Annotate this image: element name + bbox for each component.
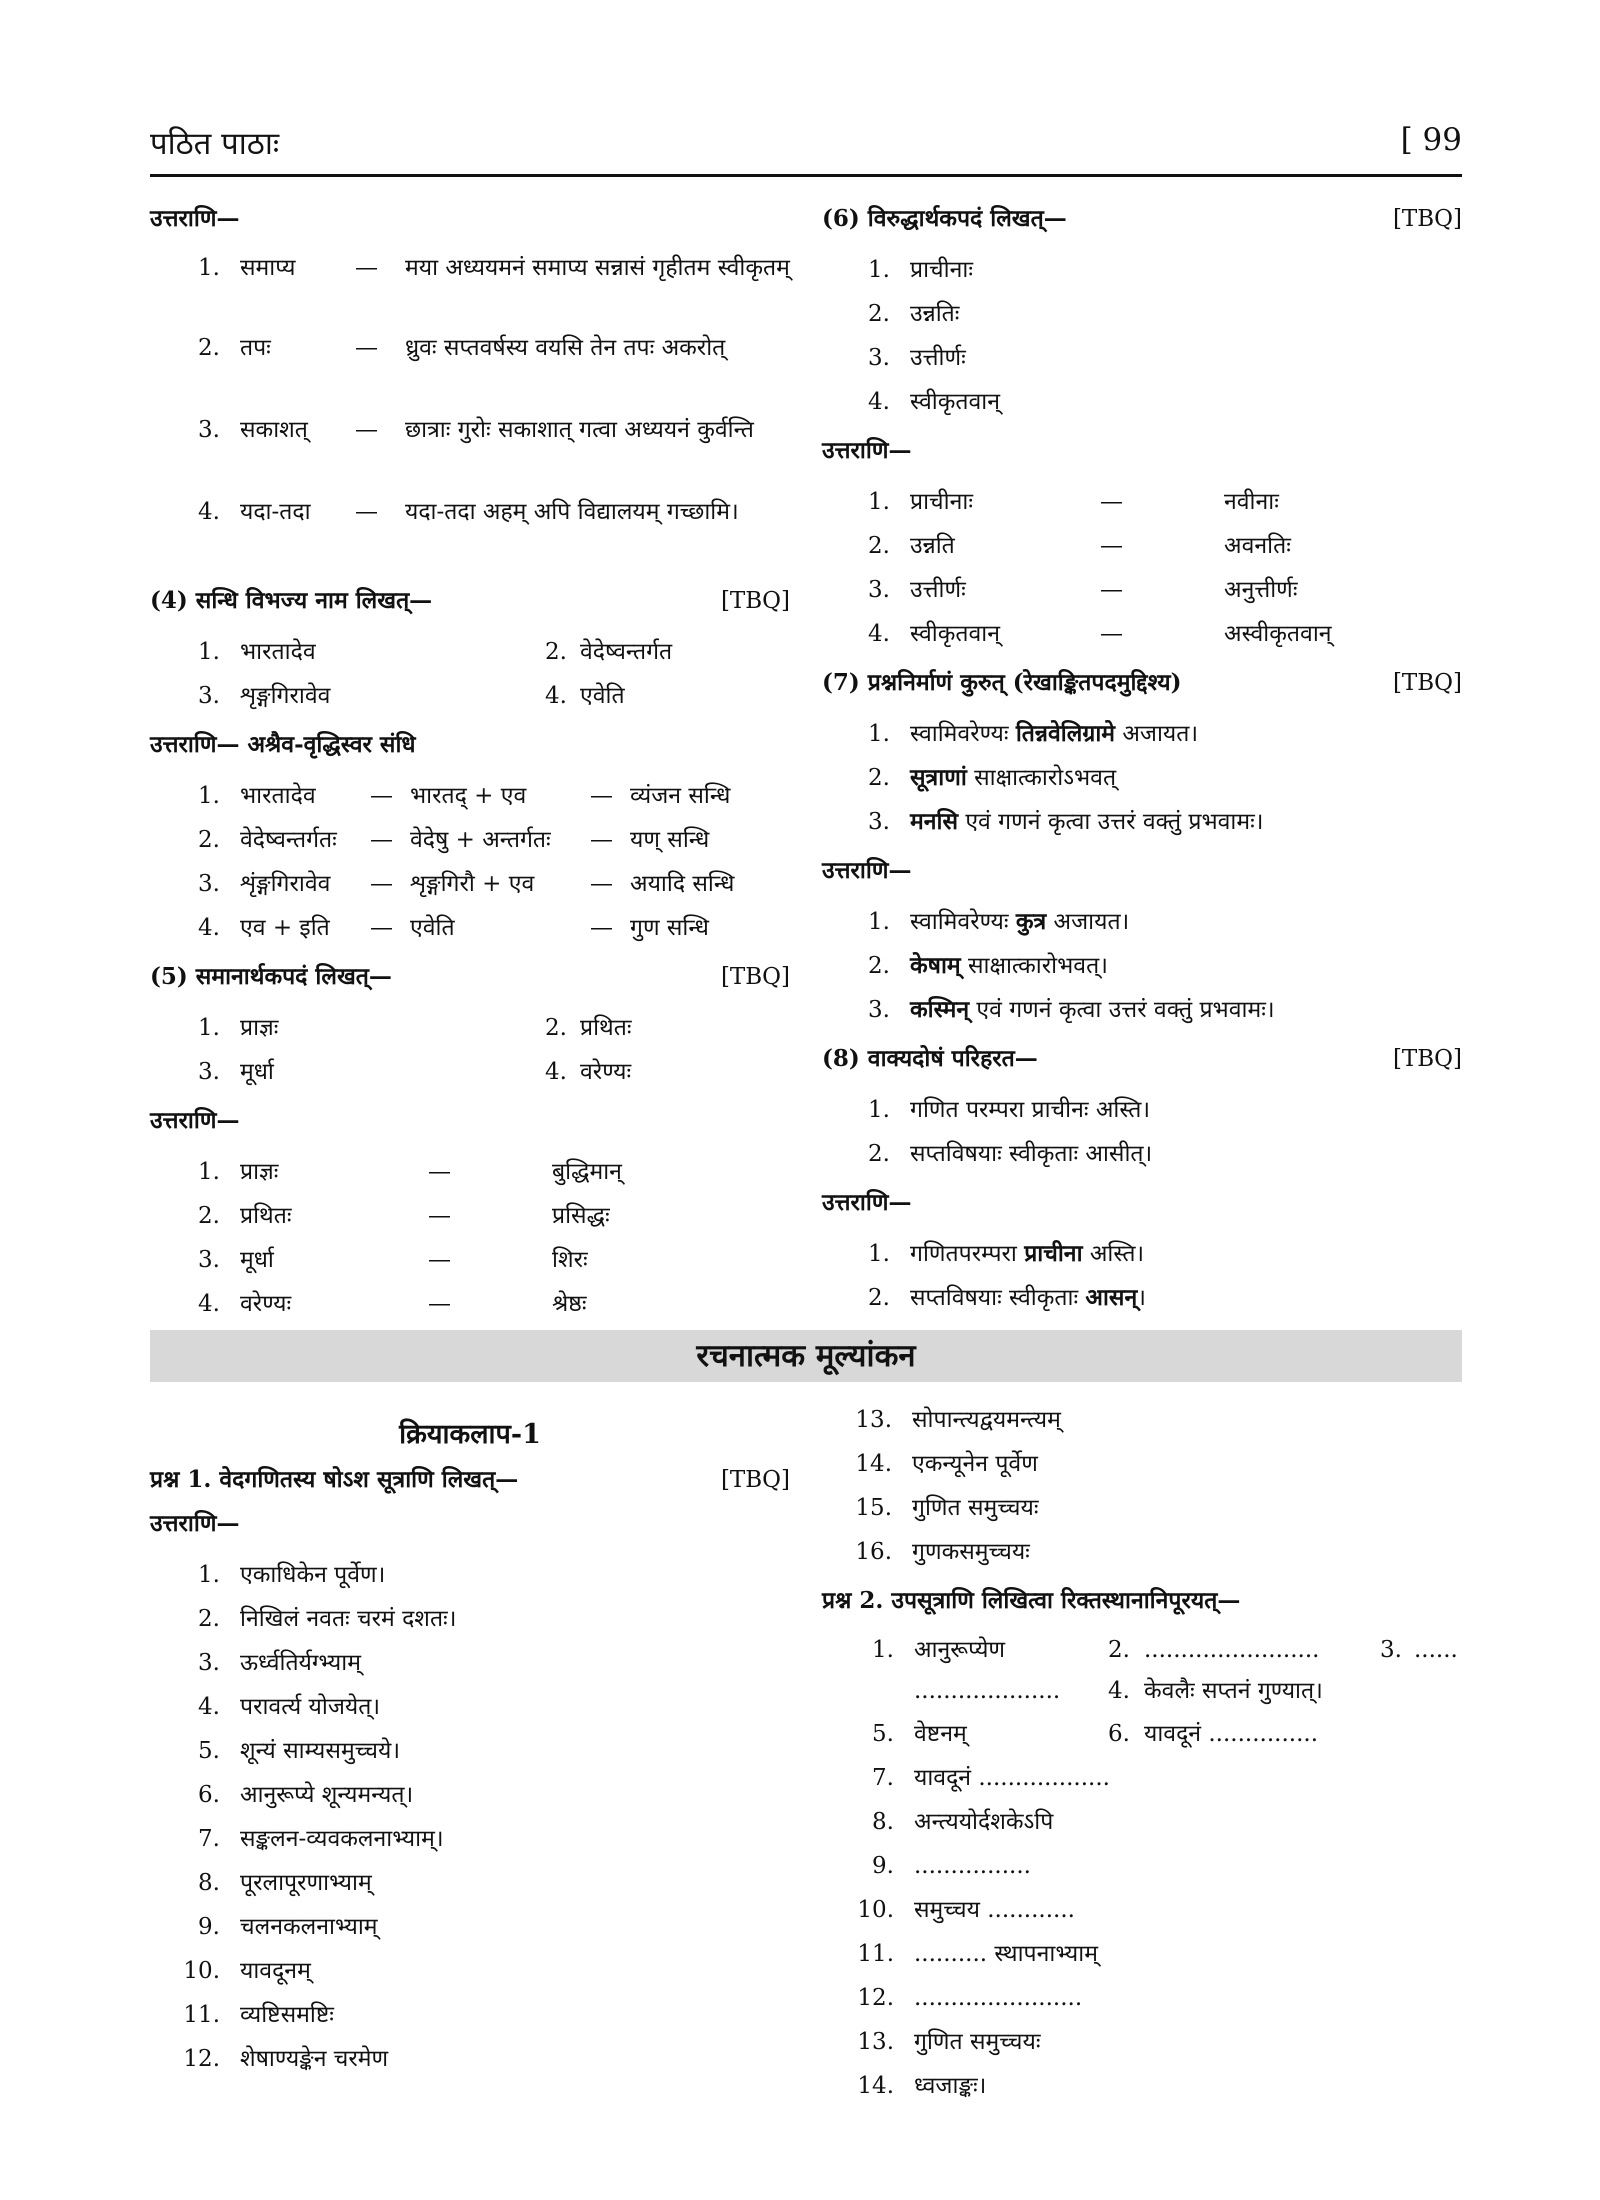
table-row: 2. वेदेष्वन्तर्गतः — वेदेषु + अन्तर्गतः — यण् सन्धि — [198, 827, 710, 853]
list-item: 2. केषाम् साक्षात्कारोभवत्। — [868, 952, 1108, 979]
list-item: 10. यावदूनम् — [183, 1958, 311, 1984]
answers-heading: उत्तराणि— — [150, 1107, 240, 1134]
tbq-tag: [TBQ] — [720, 588, 790, 614]
page-number: [ 99 — [1400, 122, 1462, 158]
answer-row: 2. तपः — ध्रुवः सप्तवर्षस्य वयसि तेन तपः अकरोत् — [198, 335, 726, 361]
list-item: 1. गणित परम्परा प्राचीनः अस्ति। — [868, 1097, 1151, 1123]
answers-heading: उत्तराणि— — [822, 1189, 912, 1216]
table-row: 1. प्राचीनाः — नवीनाः — [868, 489, 1279, 515]
tbq-tag: [TBQ] — [1392, 670, 1462, 696]
fill-blank-row: 7. यावदूनं .................. — [872, 1765, 1110, 1791]
answers-heading: उत्तराणि— — [150, 1510, 240, 1537]
tbq-tag: [TBQ] — [1392, 1046, 1462, 1072]
list-item: 3. शृङ्गगिरावेव 4. एवेति — [198, 683, 625, 709]
answers-heading: उत्तराणि— — [822, 437, 912, 464]
list-item: 3. मूर्धा 4. वरेण्यः — [198, 1059, 632, 1085]
table-row: 4. स्वीकृतवान् — अस्वीकृतवान् — [868, 621, 1332, 647]
question-heading: (8) वाक्यदोषं परिहरत— [TBQ] — [822, 1045, 1462, 1072]
list-item: 13. सोपान्त्यद्वयमन्त्यम् — [855, 1407, 1061, 1433]
fill-blank-row: .................... 4. केवलैः सप्तनं गुण्यात्। — [914, 1678, 1323, 1704]
answers-heading: उत्तराणि— अश्रैव-वृद्धिस्वर संधि — [150, 731, 416, 758]
list-item: 11. व्यष्टिसमष्टिः — [183, 2002, 334, 2028]
list-item: 14. एकन्यूनेन पूर्वेण — [855, 1451, 1038, 1477]
question-heading: प्रश्न 1. वेदगणितस्य षोऽश सूत्राणि लिखत्— [TBQ] — [150, 1466, 790, 1493]
answers-heading: उत्तराणि— — [822, 857, 912, 884]
list-item: 15. गुणित समुच्चयः — [855, 1495, 1039, 1521]
right-column — [822, 192, 1462, 1320]
fill-blank-row: 8. अन्त्ययोर्दशकेऽपि — [872, 1809, 1054, 1835]
list-item: 2. सप्तविषयाः स्वीकृताः आसन्। — [868, 1284, 1146, 1311]
list-item: 6. आनुरूप्ये शून्यमन्यत्। — [198, 1782, 414, 1808]
list-item: 7. सङ्कलन-व्यवकलनाभ्याम्। — [198, 1826, 444, 1852]
list-item: 3. उत्तीर्णः — [868, 345, 966, 371]
list-item: 2. उन्नतिः — [868, 301, 960, 327]
activity-right-column — [822, 1398, 1462, 2108]
table-row: 3. उत्तीर्णः — अनुत्तीर्णः — [868, 577, 1298, 603]
question-heading: (6) विरुद्धार्थकपदं लिखत्— [TBQ] — [822, 205, 1462, 232]
section-banner: रचनात्मक मूल्यांकन — [150, 1330, 1462, 1382]
list-item: 12. शेषाण्यङ्केन चरमेण — [183, 2046, 389, 2072]
page-header — [150, 118, 1462, 177]
list-item: 9. चलनकलनाभ्याम् — [198, 1914, 378, 1940]
activity-title: क्रियाकलाप-1 — [399, 1419, 541, 1450]
list-item: 2. सूत्राणां साक्षात्कारोऽभवत् — [868, 764, 1117, 791]
table-row: 4. वरेण्यः — श्रेष्ठः — [198, 1291, 587, 1317]
list-item: 1. भारतादेव 2. वेदेष्वन्तर्गत — [198, 639, 673, 665]
table-row: 1. प्राज्ञः — बुद्धिमान् — [198, 1159, 622, 1185]
list-item: 1. प्राचीनाः — [868, 257, 973, 283]
list-item: 1. प्राज्ञः 2. प्रथितः — [198, 1015, 632, 1041]
table-row: 3. मूर्धा — शिरः — [198, 1247, 588, 1273]
left-column — [150, 192, 790, 1326]
table-row: 2. प्रथितः — प्रसिद्धः — [198, 1203, 610, 1229]
activity-left-column — [150, 1388, 790, 2081]
list-item: 5. शून्यं साम्यसमुच्चये। — [198, 1738, 401, 1764]
fill-blank-row: 5. वेष्टनम् 6. यावदूनं ............... — [872, 1721, 1319, 1747]
list-item: 1. स्वामिवरेण्यः कुत्र अजायत। — [868, 908, 1130, 935]
answer-row: 1. समाप्य — मया अध्ययमनं समाप्य सन्नासं गृहीतम स्वीकृतम् — [198, 255, 790, 281]
fill-blank-row: 9. ................ — [872, 1853, 1031, 1879]
question-heading: प्रश्न 2. उपसूत्राणि लिखित्वा रिक्तस्थानानिपूरयत्— — [822, 1587, 1241, 1614]
table-row: 1. भारतादेव — भारतद् + एव — व्यंजन सन्धि — [198, 783, 731, 809]
fill-blank-row: 13. गुणित समुच्चयः — [857, 2029, 1041, 2055]
fill-blank-row: 10. समुच्चय ............ — [857, 1897, 1075, 1923]
table-row: 3. शृंङ्गगिरावेव — शृङ्गगिरौ + एव — अयादि सन्धि — [198, 871, 735, 897]
list-item: 3. मनसि एवं गणनं कृत्वा उत्तरं वक्तुं प्रभवामः। — [868, 808, 1264, 835]
list-item: 8. पूरलापूरणाभ्याम् — [198, 1870, 372, 1896]
fill-blank-row: 14. ध्वजाङ्कः। — [857, 2073, 987, 2099]
tbq-tag: [TBQ] — [720, 964, 790, 990]
question-heading: (5) समानार्थकपदं लिखत्— [TBQ] — [150, 963, 790, 990]
list-item: 16. गुणकसमुच्चयः — [855, 1539, 1030, 1565]
tbq-tag: [TBQ] — [720, 1467, 790, 1493]
list-item: 1. गणितपरम्परा प्राचीना अस्ति। — [868, 1240, 1145, 1267]
list-item: 4. स्वीकृतवान् — [868, 389, 1000, 415]
page-title: पठित पाठाः — [150, 126, 280, 162]
question-heading: (7) प्रश्ननिर्माणं कुरुत् (रेखाङ्कितपदमुद्दिश्य) [TBQ] — [822, 669, 1462, 696]
tbq-tag: [TBQ] — [1392, 206, 1462, 232]
table-row: 2. उन्नति — अवनतिः — [868, 533, 1291, 559]
list-item: 1. एकाधिकेन पूर्वेण। — [198, 1562, 386, 1588]
answer-row: 3. सकाशत् — छात्राः गुरोः सकाशात् गत्वा अध्ययनं कुर्वन्ति — [198, 417, 754, 443]
list-item: 3. कस्मिन् एवं गणनं कृत्वा उत्तरं वक्तुं प्रभवामः। — [868, 996, 1275, 1023]
answer-row: 4. यदा-तदा — यदा-तदा अहम् अपि विद्यालयम् गच्छामि। — [198, 499, 739, 525]
list-item: 3. ऊर्ध्वतिर्यग्भ्याम् — [198, 1650, 361, 1676]
list-item: 2. सप्तविषयाः स्वीकृताः आसीत्। — [868, 1141, 1153, 1167]
fill-blank-row: 11. .......... स्थापनाभ्याम् — [857, 1941, 1098, 1967]
list-item: 1. स्वामिवरेण्यः तिन्नवेलिग्रामे अजायत। — [868, 720, 1199, 747]
list-item: 2. निखिलं नवतः चरमं दशतः। — [198, 1606, 457, 1632]
table-row: 4. एव + इति — एवेति — गुण सन्धि — [198, 915, 709, 941]
fill-blank-row: 12. ....................... — [857, 1985, 1083, 2011]
fill-blank-row: 1. आनुरूप्येण 2. ........................ 3. ...... — [872, 1637, 1458, 1663]
answers-heading: उत्तराणि— — [150, 205, 240, 232]
list-item: 4. परावर्त्य योजयेत्। — [198, 1694, 381, 1720]
question-heading: (4) सन्धि विभज्य नाम लिखत्— [TBQ] — [150, 587, 790, 614]
